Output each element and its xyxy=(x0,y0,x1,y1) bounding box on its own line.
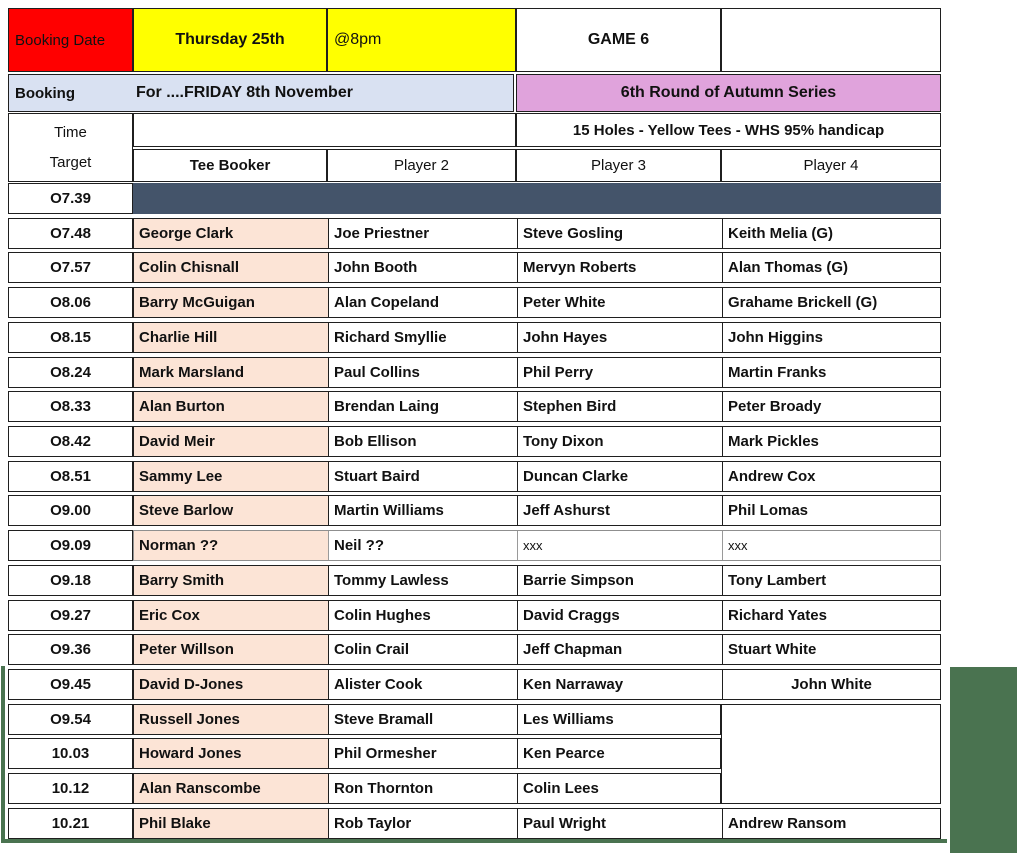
format-line-cell[interactable]: 15 Holes - Yellow Tees - WHS 95% handicap xyxy=(516,113,941,147)
booker-cell[interactable]: Steve Barlow xyxy=(134,496,328,525)
table-row xyxy=(133,773,721,804)
player4-cell[interactable]: Alan Thomas (G) xyxy=(722,253,940,282)
player2-cell[interactable]: Phil Ormesher xyxy=(328,739,517,768)
time-cell[interactable]: O8.42 xyxy=(8,426,133,457)
player3-cell[interactable]: Phil Perry xyxy=(517,358,722,387)
booker-cell[interactable]: George Clark xyxy=(134,219,328,248)
player3-cell[interactable]: Duncan Clarke xyxy=(517,462,722,491)
booker-cell[interactable]: Eric Cox xyxy=(134,601,328,630)
table-row xyxy=(133,252,941,283)
booker-cell[interactable]: Mark Marsland xyxy=(134,358,328,387)
time-cell[interactable]: O8.15 xyxy=(8,322,133,353)
table-row xyxy=(133,391,941,422)
time-cell[interactable]: O9.00 xyxy=(8,495,133,526)
table-row xyxy=(133,426,941,457)
player3-cell[interactable]: Mervyn Roberts xyxy=(517,253,722,282)
player3-cell[interactable]: Steve Gosling xyxy=(517,219,722,248)
player2-cell[interactable]: Joe Priestner xyxy=(328,219,517,248)
booker-cell[interactable]: Sammy Lee xyxy=(134,462,328,491)
blocked-row-bar[interactable] xyxy=(133,183,941,214)
booker-cell[interactable]: David D-Jones xyxy=(134,670,328,699)
time-cell[interactable]: 10.21 xyxy=(8,808,133,839)
player2-cell[interactable]: Paul Collins xyxy=(328,358,517,387)
player3-cell[interactable]: Colin Lees xyxy=(517,774,720,803)
table-row xyxy=(133,461,941,492)
player2-cell[interactable]: Rob Taylor xyxy=(328,809,517,838)
booker-cell[interactable]: Alan Burton xyxy=(134,392,328,421)
booker-cell[interactable]: Peter Willson xyxy=(134,635,328,664)
booker-cell[interactable]: Alan Ranscombe xyxy=(134,774,328,803)
booker-cell[interactable]: Colin Chisnall xyxy=(134,253,328,282)
game-number-cell[interactable]: GAME 6 xyxy=(516,8,721,72)
player3-cell[interactable]: Stephen Bird xyxy=(517,392,722,421)
time-label: Time xyxy=(54,123,87,141)
time-target-cell[interactable] xyxy=(8,113,133,182)
player4-cell[interactable]: Andrew Cox xyxy=(722,462,940,491)
table-row xyxy=(133,287,941,318)
player2-cell[interactable]: John Booth xyxy=(328,253,517,282)
player2-cell[interactable]: Ron Thornton xyxy=(328,774,517,803)
player2-cell[interactable]: Steve Bramall xyxy=(328,705,517,734)
time-cell[interactable]: O9.18 xyxy=(8,565,133,596)
player4-cell[interactable]: Keith Melia (G) xyxy=(722,219,940,248)
table-row xyxy=(133,669,941,700)
time-cell[interactable]: O8.51 xyxy=(8,461,133,492)
player2-cell[interactable]: Alan Copeland xyxy=(328,288,517,317)
booker-cell[interactable]: Howard Jones xyxy=(134,739,328,768)
table-row xyxy=(133,704,721,735)
time-cell[interactable]: 10.12 xyxy=(8,773,133,804)
player4-cell[interactable]: Andrew Ransom xyxy=(722,809,940,838)
time-cell[interactable]: O9.27 xyxy=(8,600,133,631)
table-row-unconfirmed xyxy=(133,530,941,561)
player3-cell[interactable]: Barrie Simpson xyxy=(517,566,722,595)
player3-cell[interactable]: Les Williams xyxy=(517,705,720,734)
time-cell[interactable]: O9.36 xyxy=(8,634,133,665)
booker-cell[interactable]: Barry McGuigan xyxy=(134,288,328,317)
player2-cell[interactable]: Brendan Laing xyxy=(328,392,517,421)
table-row xyxy=(133,600,941,631)
player2-cell[interactable]: Colin Crail xyxy=(328,635,517,664)
player3-cell[interactable]: Tony Dixon xyxy=(517,427,722,456)
time-cell[interactable]: 10.03 xyxy=(8,738,133,769)
booking-for-cell[interactable] xyxy=(8,74,514,112)
booking-for-text: For ....FRIDAY 8th November xyxy=(136,84,353,101)
player3-cell[interactable]: Jeff Chapman xyxy=(517,635,722,664)
player4-cell[interactable]: xxx xyxy=(722,531,940,560)
time-cell[interactable]: O9.09 xyxy=(8,530,133,561)
player2-cell[interactable]: Richard Smyllie xyxy=(328,323,517,352)
table-row xyxy=(133,495,941,526)
booking-label: Booking xyxy=(15,84,75,102)
player4-cell[interactable]: Phil Lomas xyxy=(722,496,940,525)
player3-cell[interactable]: David Craggs xyxy=(517,601,722,630)
series-title-cell[interactable]: 6th Round of Autumn Series xyxy=(516,74,941,112)
player4-cell[interactable]: Richard Yates xyxy=(722,601,940,630)
player2-cell[interactable]: Tommy Lawless xyxy=(328,566,517,595)
booker-cell[interactable]: Charlie Hill xyxy=(134,323,328,352)
table-row xyxy=(133,565,941,596)
player2-cell[interactable]: Alister Cook xyxy=(328,670,517,699)
player2-cell[interactable]: Neil ?? xyxy=(328,531,517,560)
player4-cell[interactable]: Mark Pickles xyxy=(722,427,940,456)
player2-cell[interactable]: Bob Ellison xyxy=(328,427,517,456)
player2-cell[interactable]: Martin Williams xyxy=(328,496,517,525)
player3-cell[interactable]: xxx xyxy=(517,531,722,560)
player2-cell[interactable]: Stuart Baird xyxy=(328,462,517,491)
player4-cell[interactable]: Peter Broady xyxy=(722,392,940,421)
player4-cell[interactable]: John Higgins xyxy=(722,323,940,352)
booker-cell[interactable]: Barry Smith xyxy=(134,566,328,595)
table-row xyxy=(133,322,941,353)
player3-cell[interactable]: Jeff Ashurst xyxy=(517,496,722,525)
green-shape xyxy=(950,667,1017,853)
player2-cell[interactable]: Colin Hughes xyxy=(328,601,517,630)
booking-date-value-cell[interactable]: Thursday 25th xyxy=(133,8,327,72)
blank-spacer-cell[interactable] xyxy=(133,113,516,147)
booker-cell[interactable]: Phil Blake xyxy=(134,809,328,838)
table-row xyxy=(133,357,941,388)
time-cell[interactable]: O8.24 xyxy=(8,357,133,388)
booker-cell[interactable]: Russell Jones xyxy=(134,705,328,734)
time-cell[interactable]: O8.06 xyxy=(8,287,133,318)
booker-cell[interactable]: Norman ?? xyxy=(134,531,328,560)
column-header-tee-booker[interactable]: Tee Booker xyxy=(133,149,327,182)
player3-cell[interactable]: Peter White xyxy=(517,288,722,317)
player4-cell[interactable]: Martin Franks xyxy=(722,358,940,387)
booking-date-label-cell[interactable]: Booking Date xyxy=(8,8,133,72)
column-header-player4[interactable]: Player 4 xyxy=(721,149,941,182)
table-row xyxy=(133,218,941,249)
header-empty-cell[interactable] xyxy=(721,8,941,72)
time-cell[interactable]: O8.33 xyxy=(8,391,133,422)
target-label: Target xyxy=(49,153,92,171)
table-row xyxy=(133,634,941,665)
player3-cell[interactable]: Ken Narraway xyxy=(517,670,722,699)
table-row xyxy=(133,738,721,769)
time-cell[interactable]: O7.39 xyxy=(8,183,133,214)
time-cell[interactable]: O7.48 xyxy=(8,218,133,249)
booker-cell[interactable]: David Meir xyxy=(134,427,328,456)
column-header-player3[interactable]: Player 3 xyxy=(516,149,721,182)
player4-cell[interactable]: John White xyxy=(722,670,940,699)
booking-time-cell[interactable]: @8pm xyxy=(327,8,516,72)
player4-cell[interactable]: Tony Lambert xyxy=(722,566,940,595)
time-cell[interactable]: O7.57 xyxy=(8,252,133,283)
player3-cell[interactable]: Ken Pearce xyxy=(517,739,720,768)
player4-cell[interactable]: Grahame Brickell (G) xyxy=(722,288,940,317)
player3-cell[interactable]: John Hayes xyxy=(517,323,722,352)
merged-empty-player4-cell[interactable] xyxy=(721,704,941,804)
table-row xyxy=(133,808,941,839)
column-header-player2[interactable]: Player 2 xyxy=(327,149,516,182)
player3-cell[interactable]: Paul Wright xyxy=(517,809,722,838)
time-cell[interactable]: O9.54 xyxy=(8,704,133,735)
player4-cell[interactable]: Stuart White xyxy=(722,635,940,664)
time-cell[interactable]: O9.45 xyxy=(8,669,133,700)
